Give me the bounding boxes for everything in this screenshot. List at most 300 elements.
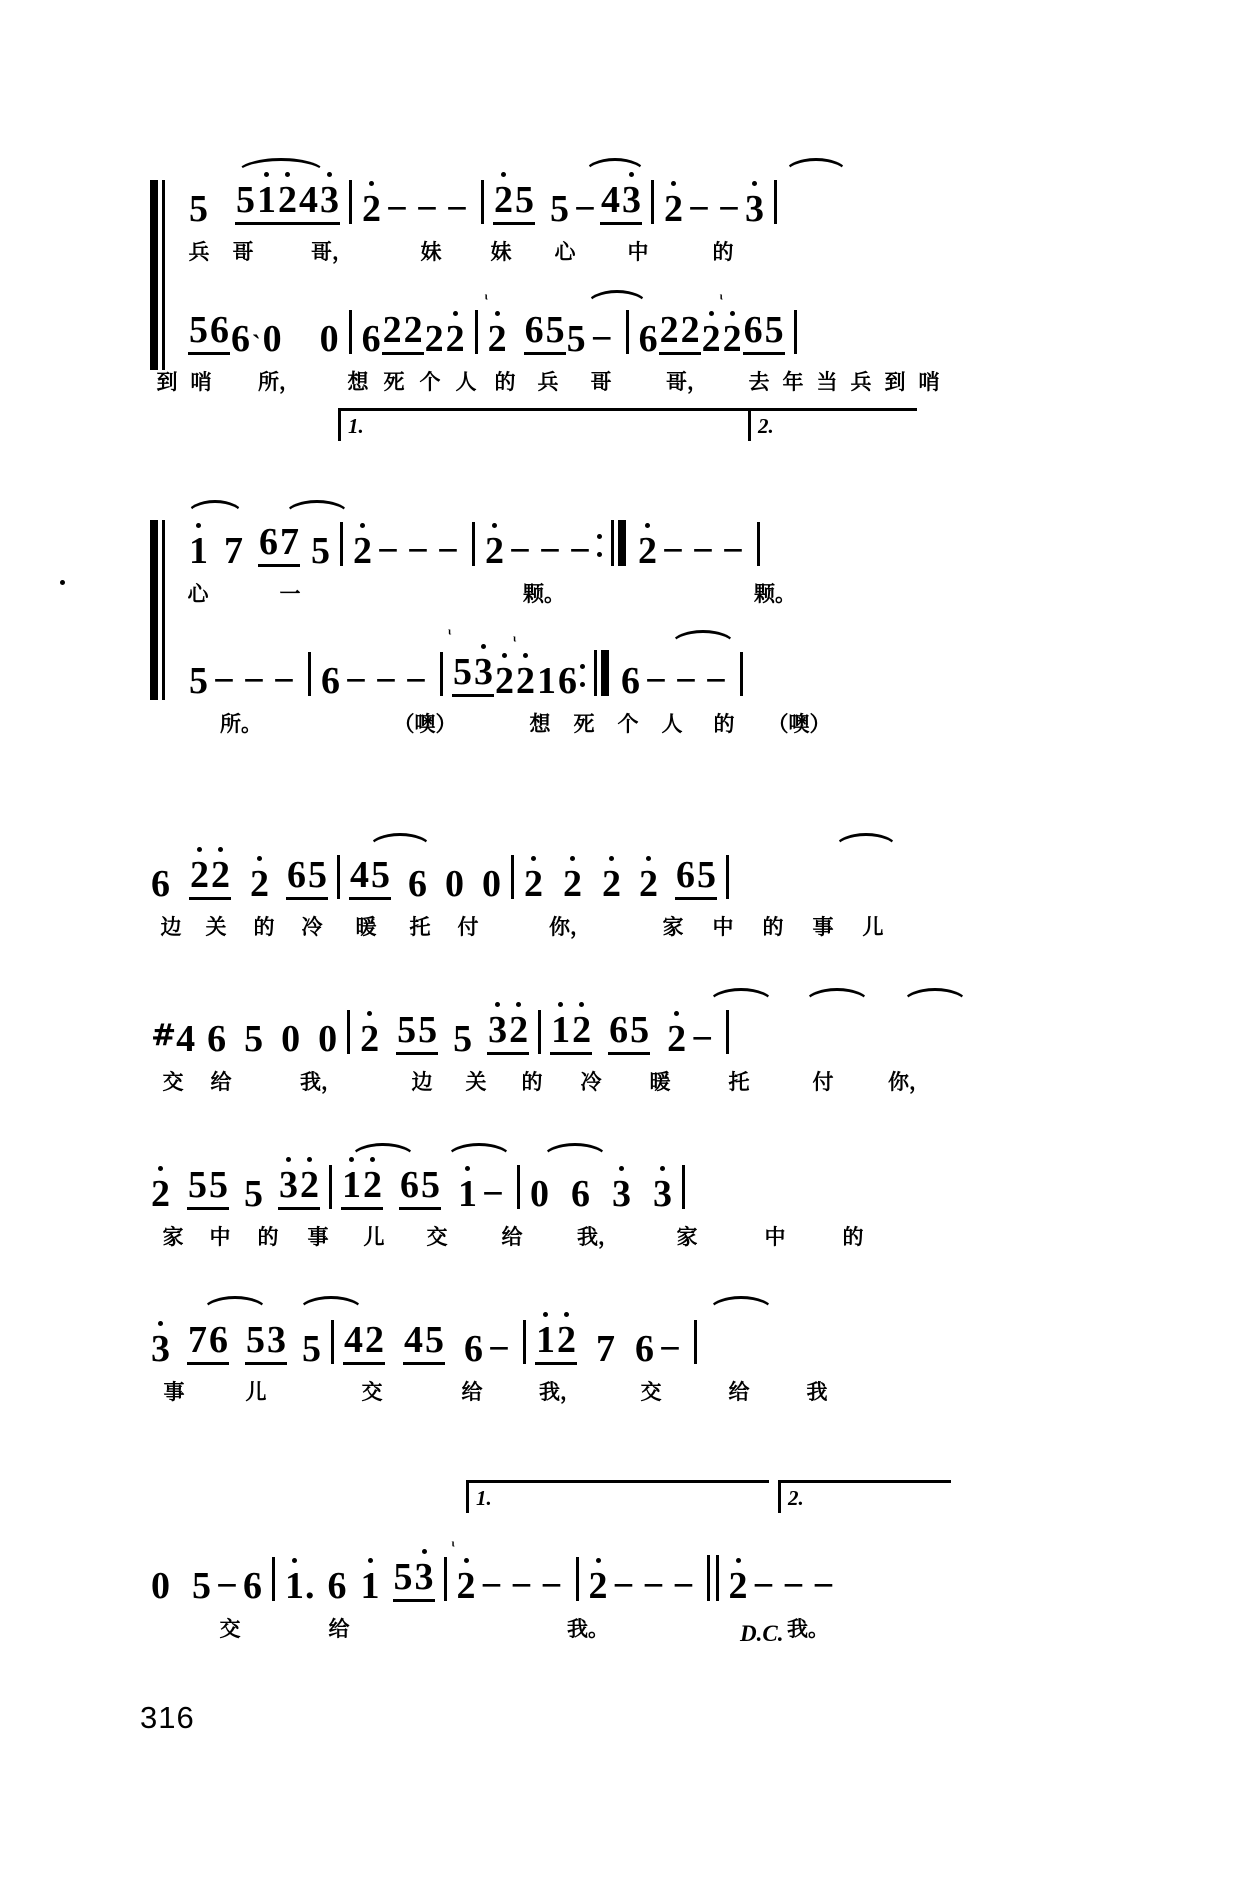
note: 6 bbox=[287, 854, 306, 896]
note: 3 bbox=[745, 188, 764, 230]
note: 1 bbox=[536, 1319, 555, 1361]
note: 3 bbox=[474, 651, 493, 693]
slur bbox=[542, 1143, 608, 1159]
note: 6 bbox=[609, 1009, 629, 1051]
lyric-syllable: 家 bbox=[676, 1225, 698, 1249]
lyric-syllable: （噢） bbox=[767, 712, 831, 736]
grace-note: ᶥ bbox=[484, 289, 489, 308]
note: 2 bbox=[728, 1565, 748, 1607]
note: 5 bbox=[188, 1164, 207, 1206]
note: 2 bbox=[151, 1173, 170, 1215]
lyric-syllable: 给 bbox=[328, 1617, 350, 1641]
rest: 0 bbox=[482, 863, 501, 905]
beamed-group bbox=[524, 311, 566, 355]
beamed-group bbox=[189, 856, 231, 900]
sustain-dash: − bbox=[692, 530, 714, 572]
volta-label: 2. bbox=[758, 414, 774, 438]
note: 5 bbox=[246, 1319, 265, 1361]
note: 6 bbox=[676, 854, 695, 896]
slur bbox=[804, 988, 870, 1004]
lyric-syllable: 心 bbox=[187, 582, 209, 606]
lyric-syllable: 给 bbox=[461, 1380, 483, 1404]
note: 2 bbox=[403, 309, 423, 351]
note: 6 bbox=[400, 1164, 419, 1206]
sustain-dash: − bbox=[659, 1328, 681, 1370]
lyric-syllable: 的 bbox=[257, 1225, 279, 1249]
lyric-syllable: 托 bbox=[728, 1070, 750, 1094]
note: 5 bbox=[515, 179, 534, 221]
lyric-syllable: 的 bbox=[253, 915, 275, 939]
repeat-end-barline bbox=[594, 650, 614, 696]
note: 3 bbox=[622, 179, 641, 221]
system-9 bbox=[150, 1536, 839, 1646]
lyric-syllable: 兵 bbox=[537, 370, 559, 394]
lyric-syllable: 家 bbox=[662, 915, 684, 939]
note: 3 bbox=[151, 1328, 170, 1370]
beamed-group bbox=[187, 1166, 229, 1210]
note: 3 bbox=[279, 1164, 298, 1206]
barline bbox=[726, 855, 729, 899]
barline bbox=[308, 652, 311, 696]
beamed-group bbox=[608, 1011, 650, 1055]
lyric-syllable: 你， bbox=[549, 915, 591, 939]
system-6-lyrics bbox=[150, 1072, 952, 1093]
lyric-syllable: 的 bbox=[842, 1225, 864, 1249]
note: 6 bbox=[408, 863, 427, 905]
note: 2 bbox=[557, 1319, 576, 1361]
sustain-dash: − bbox=[574, 188, 596, 230]
note: 4 bbox=[299, 179, 318, 221]
sustain-dash: − bbox=[722, 530, 744, 572]
note: 4 bbox=[404, 1319, 423, 1361]
beamed-group bbox=[396, 1011, 438, 1055]
volta-bracket-2 bbox=[778, 1480, 951, 1513]
note: 3 bbox=[267, 1319, 286, 1361]
note: 2 bbox=[190, 854, 209, 896]
system-4 bbox=[150, 624, 844, 736]
beamed-group bbox=[393, 1558, 435, 1602]
volta-bracket-1 bbox=[466, 1480, 769, 1513]
barline bbox=[272, 1557, 275, 1601]
sustain-dash: − bbox=[375, 660, 397, 702]
note: 5 bbox=[189, 309, 208, 351]
beamed-group bbox=[286, 856, 328, 900]
lyric-syllable: 哥 bbox=[590, 370, 612, 394]
lyric-syllable: 颗。 bbox=[523, 582, 565, 606]
note: 6 bbox=[243, 1565, 262, 1607]
note: 2 bbox=[362, 188, 381, 230]
lyric-syllable: 哥 bbox=[232, 240, 254, 264]
note: 5 bbox=[421, 1164, 440, 1206]
note: 2 bbox=[365, 1319, 384, 1361]
slur bbox=[584, 158, 646, 174]
lyric-syllable: （噢） bbox=[393, 712, 457, 736]
accidental-sharp: #4 bbox=[151, 1018, 196, 1060]
note: 2 bbox=[494, 179, 513, 221]
lyric-syllable: 年 bbox=[782, 370, 804, 394]
sustain-dash: − bbox=[675, 660, 697, 702]
system-5-notes bbox=[150, 855, 898, 903]
lyric-syllable: 关 bbox=[205, 915, 227, 939]
repeat-dots bbox=[578, 654, 588, 700]
lyric-syllable: 哥， bbox=[666, 370, 708, 394]
note: 5 bbox=[425, 1319, 444, 1361]
beamed-group bbox=[235, 181, 340, 225]
beamed-group bbox=[245, 1321, 287, 1365]
system-8-notes bbox=[150, 1320, 852, 1368]
note: 6 bbox=[259, 521, 278, 563]
note: 3 bbox=[612, 1173, 631, 1215]
note: 6 bbox=[151, 863, 170, 905]
lyric-syllable: 给 bbox=[728, 1380, 750, 1404]
lyric-syllable: 中 bbox=[627, 240, 649, 264]
system-1-notes bbox=[188, 180, 786, 228]
lyric-syllable: 暖 bbox=[355, 915, 377, 939]
lyric-syllable: 个 bbox=[617, 712, 639, 736]
barline bbox=[726, 1010, 729, 1054]
sustain-dash: − bbox=[539, 530, 561, 572]
note: 2 ᶥ bbox=[484, 289, 507, 360]
lyric-syllable: 给 bbox=[210, 1070, 232, 1094]
barline bbox=[337, 855, 340, 899]
note: 6 bbox=[558, 660, 577, 702]
grace-note: ᶥ bbox=[719, 289, 724, 308]
slur bbox=[708, 1296, 774, 1312]
system-6 bbox=[150, 1010, 952, 1093]
barline bbox=[626, 310, 629, 354]
note: 2 bbox=[509, 1009, 529, 1051]
sustain-dash: − bbox=[446, 188, 468, 230]
note: 5 bbox=[244, 1173, 263, 1215]
lyric-syllable: 我。 bbox=[567, 1617, 609, 1641]
note: 4 bbox=[350, 854, 369, 896]
sustain-dash: − bbox=[645, 660, 667, 702]
beamed-group bbox=[349, 856, 391, 900]
grace-note: ᶥ bbox=[451, 1536, 455, 1555]
note: 1 bbox=[257, 179, 276, 221]
note: 6 bbox=[743, 309, 763, 351]
lyric-syllable: 的 bbox=[712, 240, 734, 264]
system-3-content bbox=[150, 520, 794, 605]
note: 2 bbox=[363, 1164, 382, 1206]
lyric-syllable: 妹 bbox=[420, 240, 442, 264]
sustain-dash: − bbox=[407, 530, 429, 572]
lyric-syllable: 的 bbox=[521, 1070, 543, 1094]
sustain-dash: − bbox=[718, 188, 740, 230]
rest: 0 bbox=[445, 863, 464, 905]
beamed-group bbox=[278, 1166, 320, 1210]
note: 2 bbox=[485, 530, 504, 572]
beamed-group bbox=[675, 856, 717, 900]
note: 5 bbox=[453, 1018, 473, 1060]
note: 1 bbox=[342, 1164, 361, 1206]
note: 2 ᶥ bbox=[719, 289, 742, 360]
volta-bracket-2 bbox=[748, 408, 917, 441]
lyric-syllable: 交 bbox=[426, 1225, 448, 1249]
system-5 bbox=[150, 855, 898, 938]
slur bbox=[368, 833, 432, 849]
lyric-syllable: 你， bbox=[888, 1070, 930, 1094]
lyric-syllable: 交 bbox=[361, 1380, 383, 1404]
barline bbox=[440, 652, 443, 696]
system-7 bbox=[150, 1165, 888, 1248]
volta-label: 1. bbox=[476, 1486, 492, 1510]
lyric-syllable: 的 bbox=[713, 712, 735, 736]
grace-note: ᶥ bbox=[513, 631, 517, 650]
lyric-syllable: 当 bbox=[816, 370, 838, 394]
barline bbox=[794, 310, 797, 354]
grace-note: ᶥ bbox=[448, 624, 452, 643]
note: 2 bbox=[495, 660, 514, 702]
beamed-group bbox=[448, 624, 494, 697]
note: 6 bbox=[210, 309, 229, 351]
note: 5 bbox=[697, 854, 716, 896]
beamed-group bbox=[550, 1011, 592, 1055]
lyric-syllable: 付 bbox=[457, 915, 479, 939]
lyric-syllable: 到 bbox=[156, 370, 178, 394]
system-2 bbox=[150, 289, 946, 394]
note: 2 bbox=[563, 863, 582, 905]
note: 2 bbox=[701, 318, 721, 360]
lyric-syllable: 儿 bbox=[245, 1380, 267, 1404]
lyric-syllable: 所， bbox=[258, 370, 300, 394]
note: 6 bbox=[321, 660, 340, 702]
lyric-syllable: 的 bbox=[494, 370, 516, 394]
lyric-syllable: 兵 bbox=[850, 370, 872, 394]
lyric-syllable: 去 bbox=[748, 370, 770, 394]
slur bbox=[586, 290, 648, 306]
note: 2 bbox=[588, 1565, 608, 1607]
note: 6 bbox=[207, 1018, 227, 1060]
note: 2 bbox=[445, 318, 465, 360]
note: 1 bbox=[189, 530, 208, 572]
lyric-syllable: 家 bbox=[162, 1225, 184, 1249]
page-number: 316 bbox=[140, 1700, 195, 1735]
system-4-lyrics bbox=[150, 714, 844, 735]
system-3-lyrics bbox=[150, 584, 794, 605]
sustain-dash: − bbox=[642, 1565, 665, 1607]
note: 5 bbox=[236, 179, 255, 221]
system-6-notes bbox=[150, 1010, 952, 1058]
lyric-syllable: 哥， bbox=[311, 240, 353, 264]
lyric-syllable: 托 bbox=[409, 915, 431, 939]
note: 2 bbox=[602, 863, 621, 905]
note: 7 bbox=[596, 1328, 615, 1370]
note: 2 ᶥ bbox=[451, 1536, 476, 1607]
rest: 0 bbox=[262, 318, 282, 360]
sustain-dash: − bbox=[752, 1565, 775, 1607]
note: 2 bbox=[353, 530, 372, 572]
sustain-dash: − bbox=[812, 1565, 835, 1607]
note: 3 bbox=[653, 1173, 672, 1215]
note: 4 bbox=[601, 179, 620, 221]
grace-stroke: ˋ bbox=[252, 330, 261, 359]
sustain-dash: − bbox=[480, 1565, 503, 1607]
note: 5 bbox=[545, 309, 565, 351]
note: 2 bbox=[572, 1009, 592, 1051]
note: 1 bbox=[360, 1565, 380, 1607]
lyric-syllable: 妹 bbox=[490, 240, 512, 264]
beamed-group bbox=[535, 1321, 577, 1365]
barline bbox=[511, 855, 514, 899]
note: 5 bbox=[630, 1009, 650, 1051]
sustain-dash: − bbox=[782, 1565, 805, 1607]
lyric-syllable: 边 bbox=[160, 915, 182, 939]
lyric-syllable: 给 bbox=[501, 1225, 523, 1249]
lyric-syllable: 死 bbox=[383, 370, 405, 394]
note: 6 bbox=[464, 1328, 483, 1370]
system-5-lyrics bbox=[150, 917, 898, 938]
rest: 0 bbox=[319, 318, 339, 360]
note: 2 bbox=[211, 854, 230, 896]
lyric-syllable: 儿 bbox=[363, 1225, 385, 1249]
note: 1 bbox=[458, 1173, 477, 1215]
lyric-syllable: 想 bbox=[529, 712, 551, 736]
slur bbox=[350, 1143, 416, 1159]
sustain-dash: − bbox=[405, 660, 427, 702]
barline bbox=[475, 310, 478, 354]
note: 2 bbox=[250, 863, 269, 905]
lyric-syllable: 人 bbox=[455, 370, 477, 394]
volta-bracket-1 bbox=[338, 408, 793, 441]
note: 6 bbox=[361, 318, 381, 360]
note: 6 bbox=[571, 1173, 590, 1215]
barline bbox=[682, 1165, 685, 1209]
sustain-dash: − bbox=[216, 1565, 238, 1607]
lyric-syllable: 我， bbox=[300, 1070, 342, 1094]
sustain-dash: − bbox=[612, 1565, 635, 1607]
note: 7 bbox=[188, 1319, 207, 1361]
note: 2 bbox=[639, 863, 658, 905]
note: 5 bbox=[371, 854, 390, 896]
barline bbox=[331, 1320, 334, 1364]
slur bbox=[834, 833, 898, 849]
beamed-group bbox=[399, 1166, 441, 1210]
note: 5 ᶥ bbox=[448, 624, 472, 693]
note: 5 bbox=[209, 1164, 228, 1206]
beamed-group bbox=[188, 311, 230, 355]
lyric-syllable: 的 bbox=[762, 915, 784, 939]
sustain-dash: − bbox=[672, 1565, 695, 1607]
sustain-dash: − bbox=[590, 318, 613, 360]
note: 1 bbox=[285, 1565, 304, 1607]
note: 3 bbox=[320, 179, 339, 221]
note: 2 bbox=[680, 309, 700, 351]
lyric-syllable: 交 bbox=[640, 1380, 662, 1404]
sustain-dash: − bbox=[482, 1173, 504, 1215]
note: 3 bbox=[488, 1009, 508, 1051]
beamed-group bbox=[600, 181, 642, 225]
lyric-syllable: 我。 bbox=[787, 1617, 829, 1641]
barline bbox=[523, 1320, 526, 1364]
sustain-dash: − bbox=[345, 660, 367, 702]
system-7-notes bbox=[150, 1165, 888, 1213]
note: 2 bbox=[382, 309, 402, 351]
ink-speck bbox=[60, 580, 65, 585]
system-7-lyrics bbox=[150, 1227, 888, 1248]
note: 6 bbox=[524, 309, 544, 351]
note: 5 bbox=[189, 660, 208, 702]
system-8-lyrics bbox=[150, 1382, 852, 1403]
lyric-syllable: 死 bbox=[573, 712, 595, 736]
sustain-dash: − bbox=[416, 188, 438, 230]
barline bbox=[576, 1557, 579, 1601]
note: 5 bbox=[311, 530, 330, 572]
system-8 bbox=[150, 1320, 852, 1403]
slur bbox=[284, 500, 350, 516]
lyric-syllable: 关 bbox=[465, 1070, 487, 1094]
lyric-syllable: 我， bbox=[577, 1225, 619, 1249]
slur bbox=[784, 158, 848, 174]
sustain-dash: − bbox=[688, 188, 710, 230]
lyric-syllable: 个 bbox=[419, 370, 441, 394]
lyric-syllable: 颗。 bbox=[754, 582, 796, 606]
note: 5 bbox=[418, 1009, 438, 1051]
slur bbox=[236, 158, 326, 174]
note: 5 bbox=[192, 1565, 211, 1607]
system-1 bbox=[150, 180, 786, 263]
sustain-dash: − bbox=[243, 660, 265, 702]
barline bbox=[349, 310, 352, 354]
rest: 0 bbox=[530, 1173, 549, 1215]
note: 2 bbox=[524, 863, 543, 905]
system-2-notes bbox=[188, 289, 946, 360]
barline bbox=[481, 180, 484, 224]
lyric-syllable: 我 bbox=[806, 1380, 828, 1404]
barline bbox=[340, 522, 343, 566]
note: 2 bbox=[300, 1164, 319, 1206]
lyric-syllable: 哨 bbox=[190, 370, 212, 394]
double-barline bbox=[707, 1555, 720, 1601]
barline bbox=[651, 180, 654, 224]
rest: 0 bbox=[151, 1565, 170, 1607]
lyric-syllable: 到 bbox=[884, 370, 906, 394]
sustain-dash: − bbox=[705, 660, 727, 702]
system-9-notes bbox=[150, 1536, 839, 1607]
note: 4 bbox=[344, 1319, 363, 1361]
note: 5 bbox=[566, 318, 586, 360]
lyric-syllable: 中 bbox=[209, 1225, 231, 1249]
barline bbox=[740, 652, 743, 696]
lyric-syllable: 中 bbox=[712, 915, 734, 939]
barline bbox=[444, 1557, 447, 1601]
note: 2 bbox=[659, 309, 679, 351]
note: 2 bbox=[638, 530, 657, 572]
lyric-syllable: 兵 bbox=[188, 240, 210, 264]
lyric-syllable: 边 bbox=[411, 1070, 433, 1094]
barline bbox=[349, 180, 352, 224]
rest: 0 bbox=[318, 1018, 338, 1060]
barline bbox=[517, 1165, 520, 1209]
lyric-syllable: 我， bbox=[539, 1380, 581, 1404]
note: 5 bbox=[393, 1556, 413, 1598]
beamed-group bbox=[743, 311, 785, 355]
dotted-rhythm-dot: . bbox=[305, 1565, 315, 1607]
lyric-syllable: 哨 bbox=[918, 370, 940, 394]
sustain-dash: − bbox=[569, 530, 591, 572]
system-4-notes bbox=[188, 624, 844, 702]
barline bbox=[347, 1010, 350, 1054]
beamed-group bbox=[341, 1166, 383, 1210]
beamed-group bbox=[403, 1321, 445, 1365]
barline bbox=[538, 1010, 541, 1054]
note: 2 bbox=[278, 179, 297, 221]
lyric-syllable: 一 bbox=[279, 582, 301, 606]
slur bbox=[902, 988, 968, 1004]
lyric-syllable: 交 bbox=[219, 1617, 241, 1641]
lyric-syllable: 心 bbox=[554, 240, 576, 264]
sustain-dash: − bbox=[540, 1565, 563, 1607]
